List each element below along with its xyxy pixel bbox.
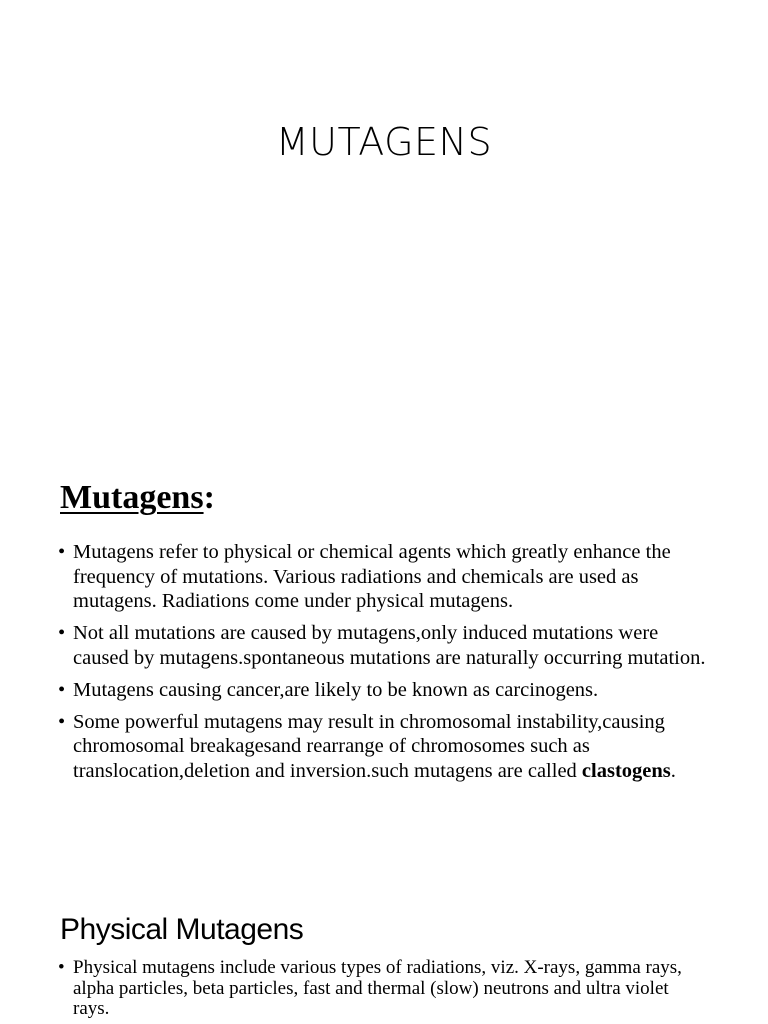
physical-mutagens-heading: Physical Mutagens — [60, 913, 304, 946]
bullet-icon: • — [58, 622, 66, 644]
title-slide — [0, 0, 768, 450]
bullet-icon: • — [58, 957, 65, 978]
list-item — [58, 958, 708, 1020]
clastogens-term: clastogens — [581, 759, 671, 782]
physical-mutagens-slide — [0, 890, 768, 1024]
list-item — [58, 621, 708, 670]
physical-bullet-list — [58, 958, 708, 1020]
list-item-text: Physical mutagens include various types of radiations, viz. X-rays, gamma rays, alpha particles, beta particles, fast and thermal (slow) neutrons and ultra violet rays. — [73, 957, 682, 1019]
list-item — [58, 540, 708, 614]
page-title: MUTAGENS — [275, 120, 493, 164]
list-item-text: Some powerful mutagens may result in chromosomal instability,causing chromosomal breakagesand rearrange of chromosomes such as translocation,deletion and inversion.such mutagens are called — [73, 710, 665, 782]
bullet-icon: • — [58, 541, 66, 563]
section-heading-colon: : — [203, 479, 215, 516]
bullet-icon: • — [58, 678, 66, 701]
list-item — [58, 710, 708, 784]
list-item-text: Mutagens refer to physical or chemical agents which greatly enhance the frequency of mutations. Various radiations and chemicals are used as mutagens. Radiations come under physical mutagens. — [73, 541, 671, 612]
list-item-text: Mutagens causing cancer,are likely to be known as carcinogens. — [73, 678, 599, 701]
mutagens-slide — [0, 450, 768, 890]
section-heading-text: Mutagens — [60, 479, 204, 516]
bullet-list — [58, 540, 708, 791]
section-heading — [60, 476, 215, 520]
list-item-text: Not all mutations are caused by mutagens,only induced mutations were caused by mutagens.spontaneous mutations are naturally occurring mutation. — [73, 622, 706, 669]
bullet-icon: • — [58, 710, 66, 733]
list-item-period: . — [670, 759, 676, 782]
list-item — [58, 678, 708, 703]
